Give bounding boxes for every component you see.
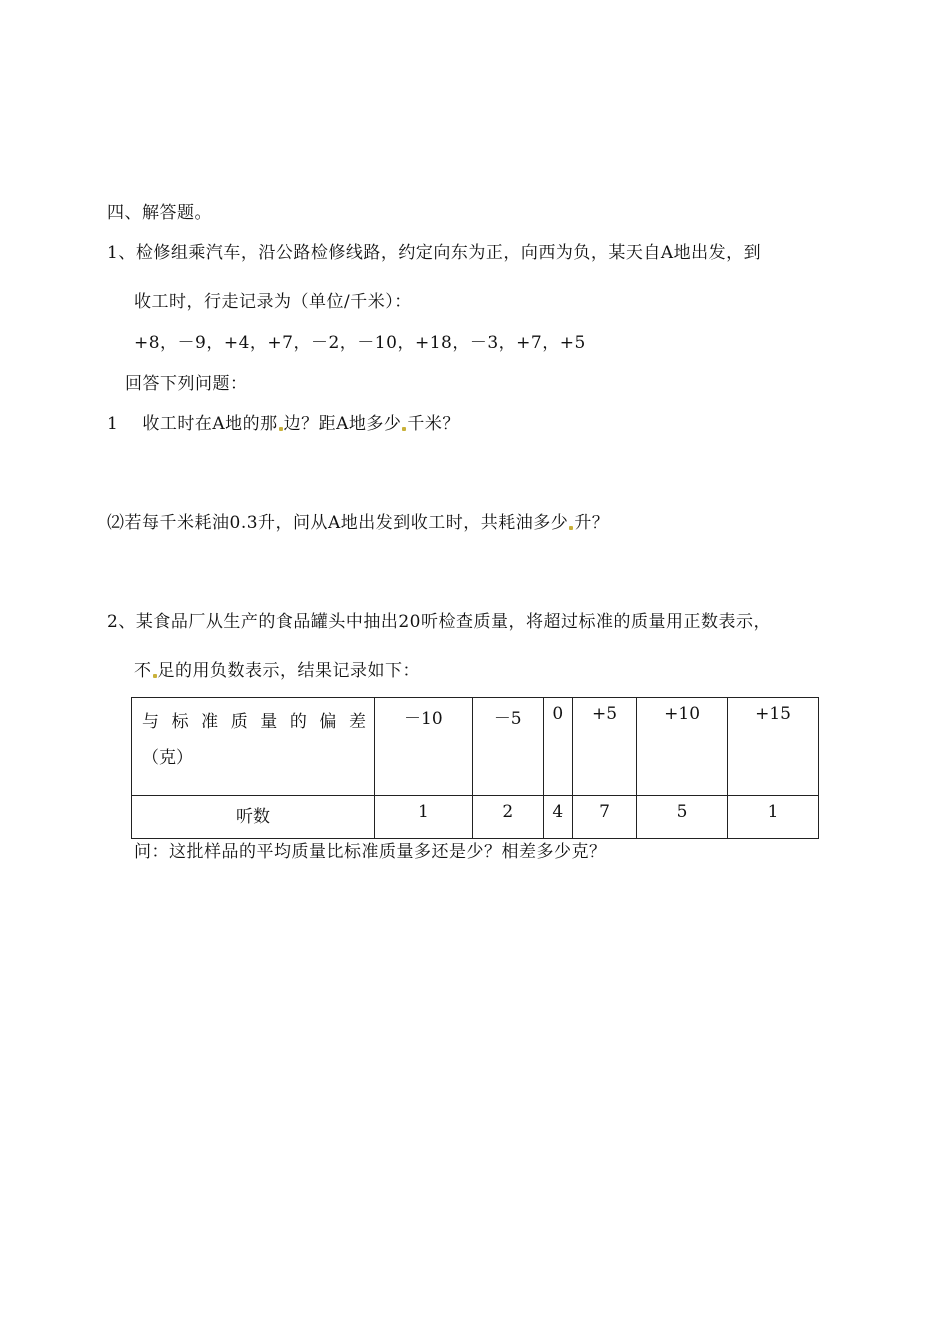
count-cell: 5	[637, 796, 728, 839]
q1-intro-line1: 1、检修组乘汽车，沿公路检修线路，约定向东为正，向西为负，某天自A地出发，到	[107, 243, 762, 263]
section-title: 四、解答题。	[107, 203, 212, 223]
deviation-header-cell	[132, 698, 375, 796]
q1-sub1	[107, 413, 460, 435]
deviation-cell: －10	[375, 698, 473, 796]
count-cell: 7	[572, 796, 636, 839]
annotation-dot-icon	[569, 526, 573, 530]
q2-intro-line2-b: 足的用负数表示，结果记录如下：	[157, 661, 420, 681]
q1-sub1-text-b: 边？距A地多少	[283, 414, 402, 434]
deviation-cell: +10	[637, 698, 728, 796]
annotation-dot-icon	[153, 674, 157, 678]
q2-question: 问：这批样品的平均质量比标准质量多还是少？相差多少克？	[134, 842, 607, 862]
deviation-table	[131, 697, 819, 839]
deviation-header-line2: （克）	[142, 748, 193, 768]
count-cell: 4	[543, 796, 572, 839]
annotation-dot-icon	[279, 427, 283, 431]
count-cell: 1	[728, 796, 819, 839]
q1-prompt: 回答下列问题：	[125, 374, 248, 394]
q1-sub2-text-a: ⑵若每千米耗油0.3升，问从A地出发到收工时，共耗油多少	[107, 513, 569, 533]
q1-sub2	[107, 512, 609, 534]
count-cell: 1	[375, 796, 473, 839]
q1-sub1-text-c: 千米？	[407, 414, 460, 434]
count-header-cell: 听数	[132, 796, 375, 839]
q1-sub1-text-a: 收工时在A地的那	[142, 414, 278, 434]
deviation-cell: －5	[472, 698, 543, 796]
q2-intro-line1: 2、某食品厂从生产的食品罐头中抽出20听检查质量，将超过标准的质量用正数表示，	[107, 612, 771, 632]
q2-intro-line2	[134, 660, 420, 682]
q1-sub1-number: 1	[107, 414, 119, 434]
deviation-cell: +15	[728, 698, 819, 796]
q2-intro-line2-a: 不	[134, 661, 152, 681]
deviation-cell: +5	[572, 698, 636, 796]
q1-records: +8，－9，+4，+7，－2，－10，+18，－3，+7，+5	[134, 333, 586, 353]
q1-sub2-text-b: 升？	[574, 513, 610, 533]
count-cell: 2	[472, 796, 543, 839]
deviation-header-line1: 与标准质量的偏差	[142, 712, 368, 732]
annotation-dot-icon	[402, 427, 406, 431]
deviation-row	[132, 698, 819, 796]
deviation-cell: 0	[543, 698, 572, 796]
q1-intro-line2: 收工时，行走记录为（单位/千米）：	[134, 292, 412, 312]
count-row	[132, 796, 819, 839]
